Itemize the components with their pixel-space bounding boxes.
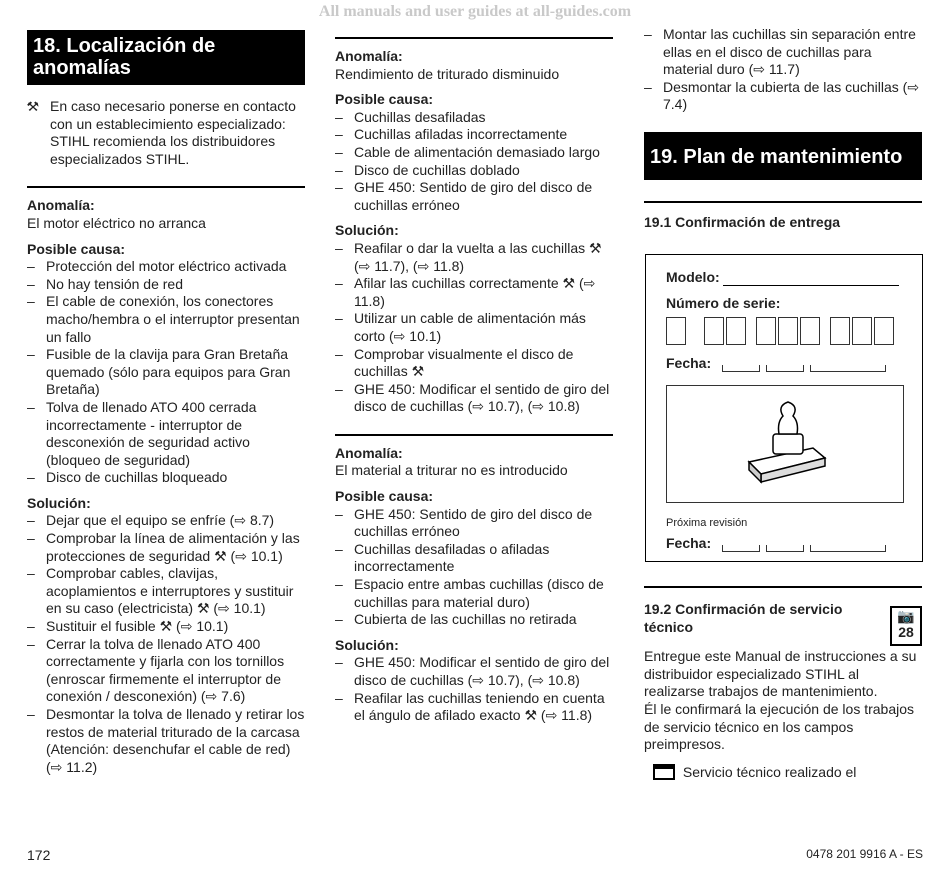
serial-box: [874, 317, 894, 345]
continued-list: [644, 26, 922, 114]
cause-label: Posible causa:: [27, 240, 126, 257]
cause-list: [335, 506, 613, 629]
serial-box: [726, 317, 746, 345]
calendar-icon: [653, 764, 675, 780]
anomaly-text: El material a triturar no es introducido: [335, 462, 568, 479]
column-2: [335, 0, 613, 725]
list-item: – GHE 450: Modificar el sentido de giro del disco de cuchillas (⇨ 10.7), (⇨ 10.8): [335, 381, 613, 416]
solution-label: Solución:: [335, 636, 399, 653]
list-item: – Dejar que el equipo se enfríe (⇨ 8.7): [27, 512, 305, 530]
list-item: – No hay tensión de red: [27, 276, 305, 294]
delivery-form: [645, 254, 923, 562]
note-text: En caso necesario ponerse en contacto con un establecimiento especializado: STIHL recomienda los distribuidores especializados STIHL.: [50, 98, 296, 167]
divider: [27, 186, 305, 188]
cause-list: [27, 258, 305, 487]
page-number: 172: [27, 847, 51, 863]
subsection-19-1: 19.1 Confirmación de entrega: [644, 213, 841, 230]
anomaly-label: Anomalía:: [335, 48, 403, 64]
date-brackets: [722, 359, 892, 377]
serial-box: [852, 317, 872, 345]
list-item: – Afilar las cuchillas correctamente ⚒ (⇨ 11.8): [335, 275, 613, 310]
date2-brackets: [722, 539, 892, 557]
date-bracket: [722, 365, 760, 372]
next-revision-label: Próxima revisión: [666, 517, 748, 529]
serial-box: [666, 317, 686, 345]
list-item: – Desmontar la cubierta de las cuchillas (⇨ 7.4): [644, 79, 922, 114]
date-bracket: [766, 545, 804, 552]
stamp-area: [666, 385, 904, 503]
list-item: – Cuchillas afiladas incorrectamente: [335, 126, 613, 144]
serial-box: [756, 317, 776, 345]
divider: [335, 434, 613, 436]
list-item: – Disco de cuchillas bloqueado: [27, 469, 305, 487]
list-item: – Cubierta de las cuchillas no retirada: [335, 611, 613, 629]
solution-label: Solución:: [335, 222, 399, 239]
solution-list: [335, 240, 613, 416]
camera-icon: 📷: [897, 608, 915, 624]
note-paragraph: [27, 98, 305, 168]
column-1: [27, 0, 305, 776]
list-item: – Reafilar las cuchillas teniendo en cuenta el ángulo de afilado exacto ⚒ (⇨ 11.8): [335, 690, 613, 725]
list-item: – Protección del motor eléctrico activada: [27, 258, 305, 276]
camera-badge: [890, 606, 922, 646]
list-item: – Disco de cuchillas doblado: [335, 162, 613, 180]
anomaly-text: El motor eléctrico no arranca: [27, 214, 206, 231]
list-item: – Fusible de la clavija para Gran Bretaña quemado (sólo para equipos para Gran Bretaña): [27, 346, 305, 399]
serial-box: [704, 317, 724, 345]
solution-label: Solución:: [27, 494, 91, 511]
divider: [335, 37, 613, 39]
subsection-19-2: 19.2 Confirmación de servicio técnico: [644, 601, 843, 635]
service-line: [644, 764, 922, 782]
anomaly-text: Rendimiento de triturado disminuido: [335, 65, 560, 82]
list-item: – Sustituir el fusible ⚒ (⇨ 10.1): [27, 618, 305, 636]
list-item: – Comprobar cables, clavijas, acoplamientos e interruptores y sustituir en su caso (electricista) ⚒ (⇨ 10.1): [27, 565, 305, 618]
divider: [644, 201, 922, 203]
serial-label: Número de serie:: [666, 295, 781, 311]
document-code: 0478 201 9916 A - ES: [806, 847, 923, 861]
section-18-header: 18. Localización de anomalías: [27, 30, 305, 85]
list-item: – Comprobar visualmente el disco de cuchillas ⚒: [335, 346, 613, 381]
list-item: – El cable de conexión, los conectores macho/hembra o el interruptor presentan un fallo: [27, 293, 305, 346]
watermark: All manuals and user guides at all-guides.com: [318, 3, 632, 20]
paragraph: Entregue este Manual de instrucciones a su distribuidor especializado STIHL al realizarse trabajos de mantenimiento.: [644, 648, 917, 700]
list-item: – Cuchillas desafiladas o afiladas incorrectamente: [335, 541, 613, 576]
date-bracket: [766, 365, 804, 372]
model-line: [723, 285, 899, 286]
stamp-icon: [667, 386, 903, 502]
section-19-2: [644, 586, 922, 781]
list-item: – Utilizar un cable de alimentación más corto (⇨ 10.1): [335, 310, 613, 345]
section-19-header: 19. Plan de mantenimiento: [644, 132, 922, 180]
date-bracket: [810, 365, 886, 372]
list-item: – GHE 450: Sentido de giro del disco de cuchillas erróneo: [335, 506, 613, 541]
list-item: – Montar las cuchillas sin separación entre ellas en el disco de cuchillas para material duro (⇨ 11.7): [644, 26, 922, 79]
date-bracket: [722, 545, 760, 552]
tool-icon: ⚒: [26, 99, 40, 114]
list-item: – Cerrar la tolva de llenado ATO 400 correctamente y fijarla con los tornillos (enroscar firmemente el interruptor de conexión / desconexión) (⇨ 7.6): [27, 636, 305, 706]
serial-box: [830, 317, 850, 345]
solution-list: [335, 654, 613, 724]
list-item: – Espacio entre ambas cuchillas (disco de cuchillas para material duro): [335, 576, 613, 611]
date-label: Fecha:: [666, 355, 712, 371]
list-item: – GHE 450: Sentido de giro del disco de cuchillas erróneo: [335, 179, 613, 214]
anomaly-label: Anomalía:: [335, 444, 403, 461]
list-item: – Desmontar la tolva de llenado y retirar los restos de material triturado de la carcasa (Atención: desenchufar el cable de red) (⇨ 11.2): [27, 706, 305, 776]
list-item: – Tolva de llenado ATO 400 cerrada incorrectamente - interruptor de desconexión de seguridad activo (bloqueo de seguridad): [27, 399, 305, 469]
cause-label: Posible causa:: [335, 488, 434, 505]
model-label: Modelo:: [666, 269, 720, 285]
list-item: – Reafilar o dar la vuelta a las cuchillas ⚒ (⇨ 11.7), (⇨ 11.8): [335, 240, 613, 275]
column-3: [644, 0, 922, 232]
serial-box: [800, 317, 820, 345]
anomaly-label: Anomalía:: [27, 197, 95, 214]
cause-list: [335, 109, 613, 215]
cause-label: Posible causa:: [335, 91, 434, 108]
list-item: – GHE 450: Modificar el sentido de giro del disco de cuchillas (⇨ 10.7), (⇨ 10.8): [335, 654, 613, 689]
divider: [644, 586, 922, 588]
serial-boxes: [666, 317, 896, 345]
list-item: – Comprobar la línea de alimentación y las protecciones de seguridad ⚒ (⇨ 10.1): [27, 530, 305, 565]
list-item: – Cuchillas desafiladas: [335, 109, 613, 127]
badge-number: 28: [898, 624, 914, 640]
list-item: – Cable de alimentación demasiado largo: [335, 144, 613, 162]
date2-label: Fecha:: [666, 535, 712, 551]
service-text: Servicio técnico realizado el: [682, 763, 857, 780]
paragraph: Él le confirmará la ejecución de los trabajos de servicio técnico en los campos preimpresos.: [644, 700, 915, 753]
solution-list: [27, 512, 305, 776]
serial-box: [778, 317, 798, 345]
date-bracket: [810, 545, 886, 552]
